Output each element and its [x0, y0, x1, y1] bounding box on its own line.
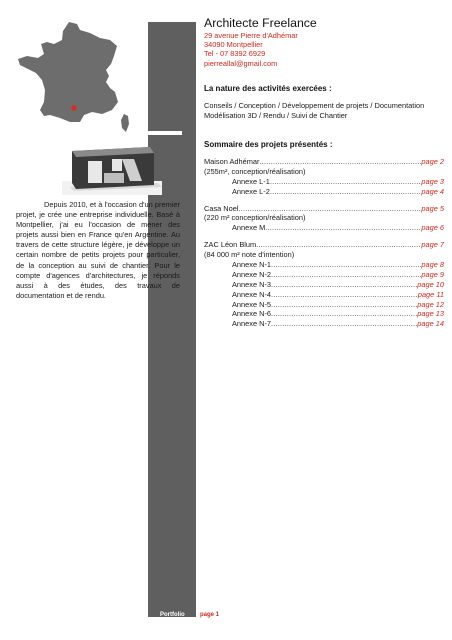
toc-page: page 4: [421, 186, 444, 196]
activities-line2: Modélisation 3D / Rendu / Suivi de Chantier: [204, 110, 348, 120]
toc-page: page 8: [421, 260, 444, 270]
toc-page: page 9: [421, 269, 444, 279]
summary-section: [204, 140, 444, 329]
toc-page: page 10: [417, 279, 444, 289]
toc-label: Annexe N-2: [232, 269, 272, 279]
project-note: (84 000 m² note d'intention): [204, 250, 295, 260]
toc-label: Annexe M: [232, 223, 266, 233]
dot-leader: [271, 280, 417, 290]
toc-entry-annexe-m[interactable]: [204, 223, 444, 233]
header-block: [204, 16, 444, 68]
toc-entry-annexe-n7[interactable]: [204, 319, 444, 329]
activities-section: [204, 84, 444, 120]
footer-portfolio-label: Portfolio: [160, 612, 185, 618]
dot-leader: [270, 177, 422, 187]
dot-leader: [270, 187, 422, 197]
dot-leader: [271, 290, 418, 300]
vertical-gray-band: [148, 22, 196, 617]
toc-label: Casa Noel: [204, 203, 239, 213]
toc-page: page 2: [421, 157, 444, 166]
france-mainland: [18, 22, 118, 122]
toc-label: Maison Adhémar: [204, 157, 260, 166]
toc-label: ZAC Léon Blum: [204, 240, 257, 250]
toc-label: Annexe N-1: [232, 260, 272, 270]
toc-entry-casa-noel[interactable]: [204, 204, 444, 214]
toc-entry-annexe-n1[interactable]: [204, 260, 444, 270]
project-model-photo: [62, 143, 162, 195]
dot-leader: [256, 240, 421, 250]
toc-page: page 6: [421, 223, 444, 233]
project-note: (220 m² conception/réalisation): [204, 213, 306, 223]
toc-label: Annexe L-2: [232, 186, 270, 196]
toc-label: Annexe N-7: [232, 319, 272, 329]
toc-entry-annexe-n6[interactable]: [204, 309, 444, 319]
header-name: Architecte Freelance: [204, 16, 317, 30]
address-line2: 34090 Montpellier: [204, 40, 263, 50]
toc-entry-annexe-l1[interactable]: [204, 177, 444, 187]
toc-label: Annexe N-5: [232, 299, 272, 309]
dot-leader: [271, 319, 417, 329]
dot-leader: [271, 270, 421, 280]
phone-number: Tel - 07 8392 6929: [204, 49, 266, 59]
project-note: (255m², conception/réalisation): [204, 166, 306, 176]
toc-page: page 12: [417, 299, 444, 309]
summary-title: Sommaire des projets présentés :: [204, 140, 333, 149]
toc-entry-maison-adhemar[interactable]: [204, 157, 444, 167]
toc-page: page 11: [417, 289, 444, 299]
table-of-contents: [204, 157, 444, 329]
toc-entry-annexe-n5[interactable]: [204, 300, 444, 310]
toc-page: page 14: [417, 319, 444, 329]
toc-entry-zac-leon-blum[interactable]: [204, 240, 444, 250]
toc-page: page 13: [417, 309, 444, 319]
intro-paragraph: Depuis 2010, et à l'occasion d'un premier projet, je crée une entreprise individuelle. Basé à Montpellier, j'ai eu l'occasion de mener des projets aussi bien en France qu'en Argentine. Au travers de cette structure légère, je développe un certain nombre de petits projets pour particulier, de la conception au suivi de chantier. Pour le compte d'agences d'architectures, je réponds aussi à des études, des travaux de documentation et de rendu.: [16, 200, 180, 300]
activities-line1: Conseils / Conception / Développement de projets / Documentation: [204, 101, 425, 110]
france-map: [14, 18, 134, 138]
toc-label: Annexe N-4: [232, 289, 272, 299]
toc-entry-annexe-n4[interactable]: [204, 290, 444, 300]
montpellier-marker: [71, 105, 76, 110]
corsica: [121, 114, 129, 132]
dot-leader: [271, 300, 417, 310]
toc-page: page 5: [421, 203, 444, 213]
toc-label: Annexe N-6: [232, 309, 272, 319]
toc-entry-annexe-n2[interactable]: [204, 270, 444, 280]
dot-leader: [271, 260, 421, 270]
email-link[interactable]: pierreallal@gmail.com: [204, 58, 278, 68]
toc-entry-annexe-n3[interactable]: [204, 280, 444, 290]
toc-page: page 7: [421, 240, 444, 250]
toc-page: page 3: [421, 176, 444, 186]
activities-title: La nature des activités exercées :: [204, 84, 332, 93]
footer-page-number: page 1: [200, 612, 220, 618]
dot-leader: [239, 204, 422, 214]
dot-leader: [271, 309, 417, 319]
address-line1: 29 avenue Pierre d'Adhémar: [204, 31, 298, 40]
toc-entry-annexe-l2[interactable]: [204, 187, 444, 197]
dot-leader: [265, 223, 421, 233]
toc-label: Annexe N-3: [232, 279, 272, 289]
band-notch: [148, 131, 182, 135]
toc-label: Annexe L-1: [232, 176, 270, 186]
dot-leader: [259, 157, 421, 167]
